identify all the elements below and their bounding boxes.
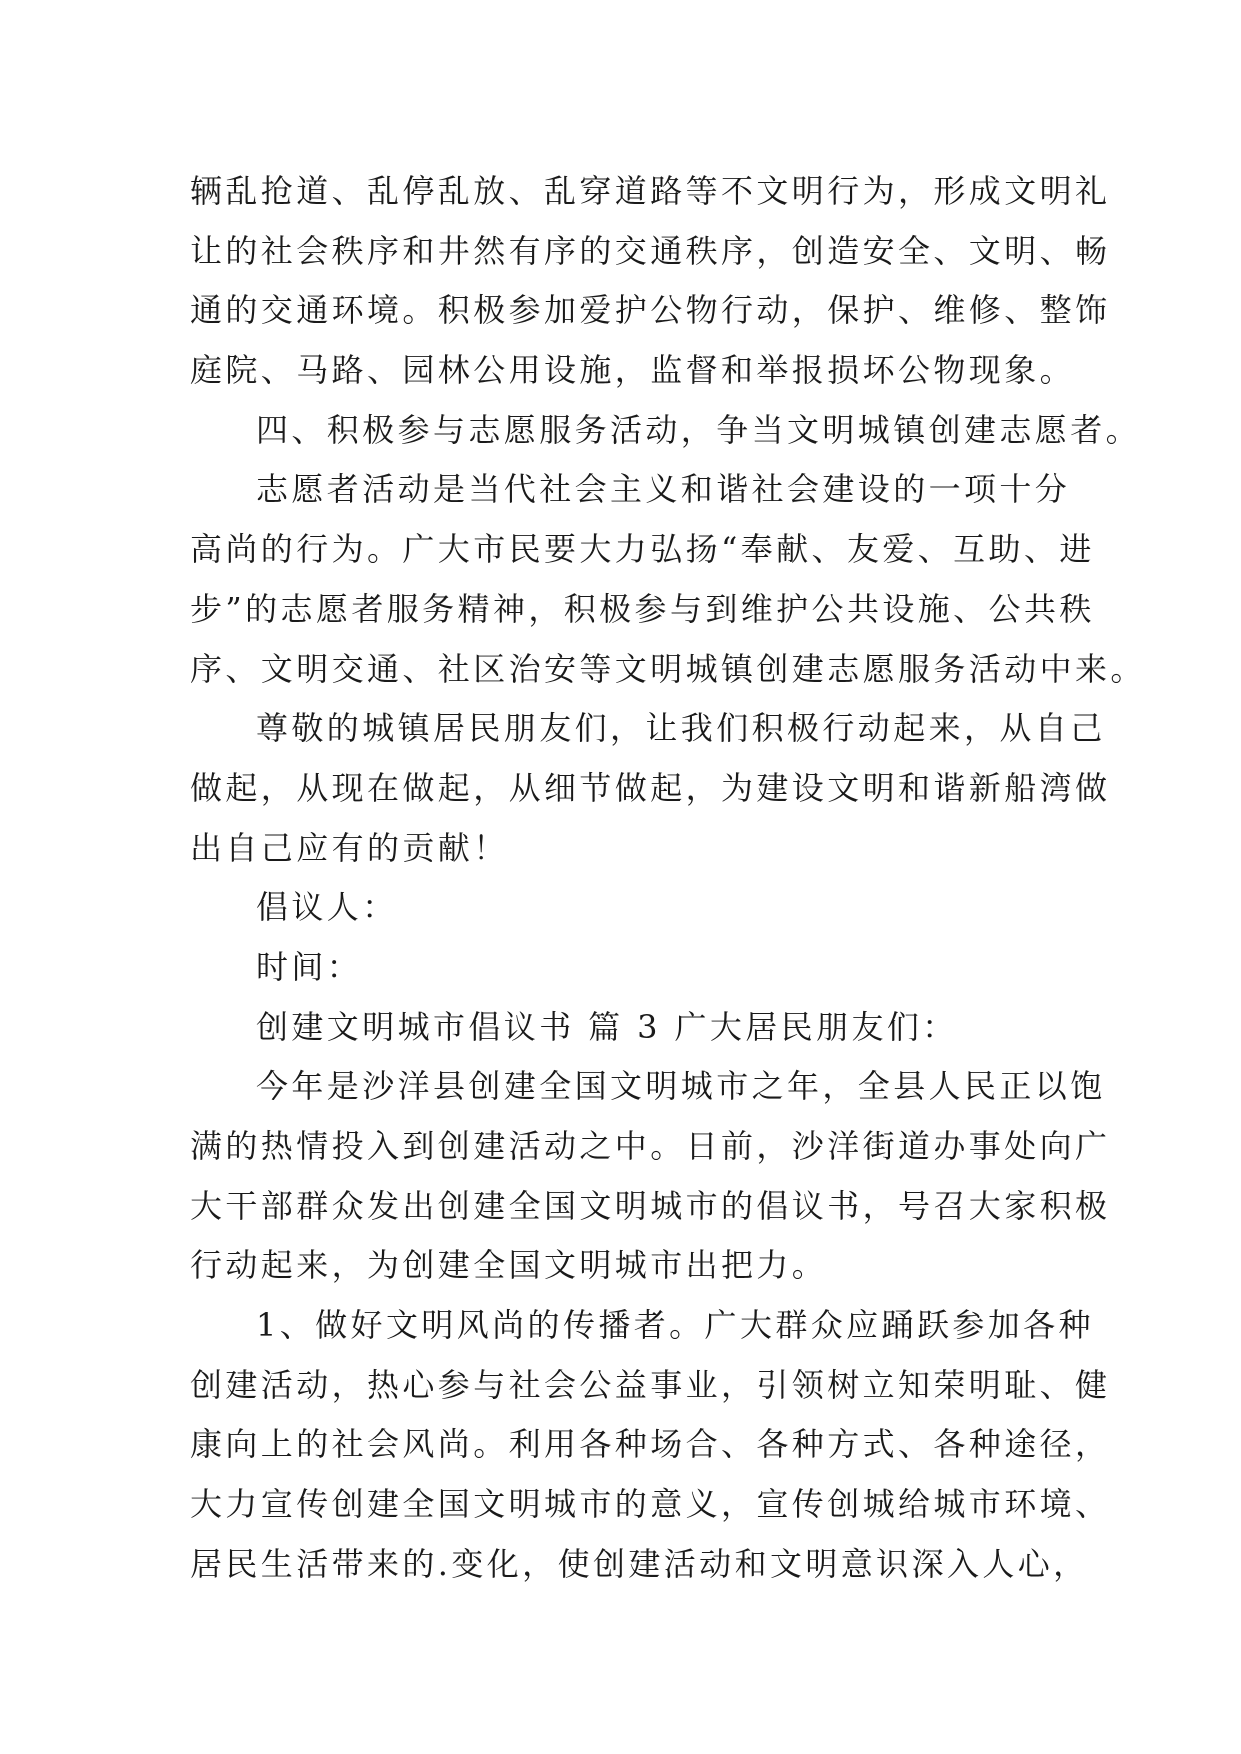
text-line: 让的社会秩序和井然有序的交通秩序，创造安全、文明、畅 (190, 231, 1111, 270)
text-line: 创建文明城市倡议书 篇 3 广大居民朋友们： (256, 1007, 958, 1046)
text-line: 大力宣传创建全国文明城市的意义，宣传创城给城市环境、 (190, 1485, 1111, 1524)
text-line: 创建活动，热心参与社会公益事业，引领树立知荣明耻、健 (190, 1365, 1111, 1404)
text-line: 四、积极参与志愿服务活动，争当文明城镇创建志愿者。 (256, 410, 1142, 449)
text-line: 步”的志愿者服务精神，积极参与到维护公共设施、公共秩 (190, 589, 1095, 628)
text-line: 倡议人： (256, 888, 398, 927)
text-line: 庭院、马路、园林公用设施，监督和举报损坏公物现象。 (190, 351, 1076, 390)
text-line: 行动起来，为创建全国文明城市出把力。 (190, 1246, 828, 1285)
text-line: 志愿者活动是当代社会主义和谐社会建设的一项十分 (256, 470, 1071, 509)
text-line: 满的热情投入到创建活动之中。日前，沙洋街道办事处向广 (190, 1127, 1111, 1165)
text-line: 1、做好文明风尚的传播者。广大群众应踊跃参加各种 (256, 1306, 1094, 1345)
text-line: 今年是沙洋县创建全国文明城市之年，全县人民正以饱 (256, 1067, 1106, 1106)
text-line: 居民生活带来的.变化，使创建活动和文明意识深入人心， (190, 1544, 1089, 1583)
text-line: 序、文明交通、社区治安等文明城镇创建志愿服务活动中来。 (190, 649, 1146, 688)
text-line: 高尚的行为。广大市民要大力弘扬“奉献、友爱、互助、进 (190, 530, 1095, 569)
text-line: 时间： (256, 947, 363, 986)
text-line: 通的交通环境。积极参加爱护公物行动，保护、维修、整饰 (190, 291, 1111, 330)
text-line: 做起，从现在做起，从细节做起，为建设文明和谐新船湾做 (190, 768, 1111, 807)
text-line: 康向上的社会风尚。利用各种场合、各种方式、各种途径， (190, 1425, 1111, 1464)
text-line: 尊敬的城镇居民朋友们，让我们积极行动起来，从自己 (256, 709, 1106, 748)
text-line: 辆乱抢道、乱停乱放、乱穿道路等不文明行为，形成文明礼 (190, 172, 1111, 210)
document-body (190, 162, 1146, 1595)
text-line: 出自己应有的贡献！ (190, 828, 509, 867)
text-line: 大干部群众发出创建全国文明城市的倡议书，号召大家积极 (190, 1186, 1111, 1225)
